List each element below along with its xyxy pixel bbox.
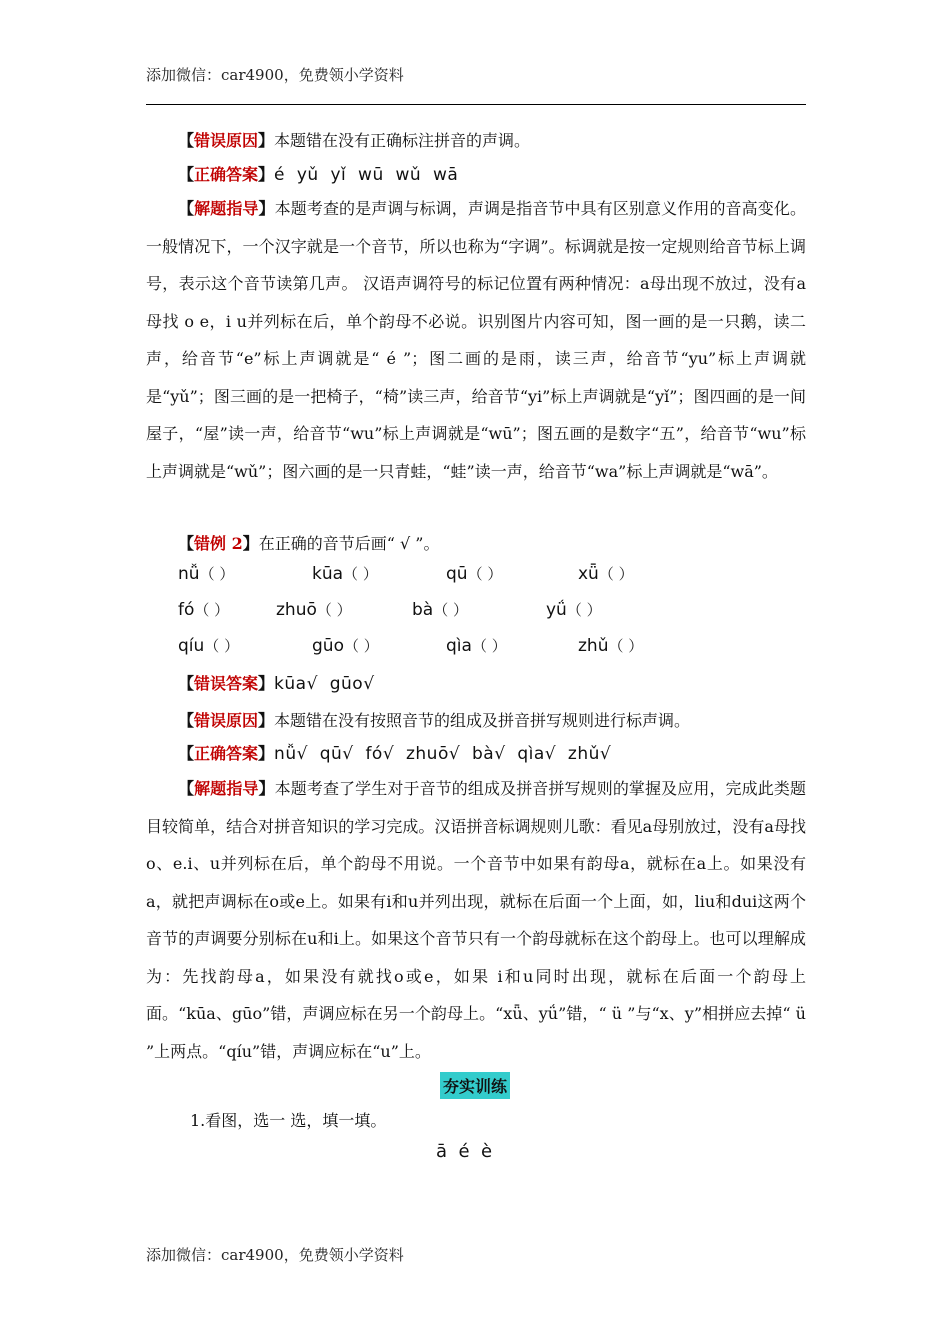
- wrong-answer-line: 【错误答案】kūa√ gūo√: [178, 674, 375, 694]
- reason-text: 本题错在没有正确标注拼音的声调。: [274, 131, 531, 150]
- guide-tag: 解题指导: [194, 199, 259, 218]
- option-row-3: [178, 635, 698, 661]
- answer-tag: 正确答案: [194, 165, 259, 184]
- option-item: bà（ ）: [412, 600, 468, 620]
- answer-pinyin: é yǔ yǐ wū wǔ wā: [274, 165, 459, 185]
- option-item: nǚ（ ）: [178, 564, 235, 584]
- answer-line-1: 【正确答案】é yǔ yǐ wū wǔ wā: [178, 165, 459, 185]
- option-item: xǖ（ ）: [578, 564, 634, 584]
- guide-text: 本题考查了学生对于音节的组成及拼音拼写规则的掌握及应用，完成此类题目较简单，结合对拼音知识的学习完成。汉语拼音标调规则儿歌：看见a母别放过，没有a母找o、e.i、u并列标在后，单个韵母不用说。一个音节中如果有韵母a，就标在a上。如果没有a，就把声调标在o或e上。如果有i和u并列出现，就标在后面一个上面，如，liu和dui这两个音节的声调要分别标在u和i上。如果这个音节只有一个韵母就标在这个韵母上。也可以理解成为：先找韵母a，如果没有就找o或e，如果 i和u同时出现，就标在后面一个韵母上面。“kūa、gūo”错，声调应标在另一个韵母上。“xǖ、yǘ”错，“ ü ”与“x、y”相拼应去掉“ ü ”上两点。“qíu”错，声调应标在“u”上。: [146, 779, 806, 1061]
- page-footer-text: 添加微信：car4900，免费领小学资料: [146, 1246, 404, 1264]
- option-item: qíu（ ）: [178, 636, 240, 656]
- wrong-answer-tag: 错误答案: [194, 674, 259, 693]
- section-title: 夯实训练: [440, 1072, 510, 1099]
- guide-paragraph-1: 【解题指导】本题考查的是声调与标调，声调是指音节中具有区别意义作用的音高变化。一般情况下，一个汉字就是一个音节，所以也称为“字调”。标调就是按一定规则给音节标上调号，表示这个音节读第几声。 汉语声调符号的标记位置有两种情况：a母出现不放过，没有a母找 o e，i u并列标在后，单个韵母不必说。识别图片内容可知，图一画的是一只鹅，读二声，给音节“e”标上声调就是“ é ”；图二画的是雨，读三声，给音节“yu”标上声调就是“yǔ”；图三画的是一把椅子，“椅”读三声，给音节“yi”标上声调就是“yǐ”；图四画的是一间屋子，“屋”读一声，给音节“wu”标上声调就是“wū”；图五画的是数字“五”，给音节“wu”标上声调就是“wǔ”；图六画的是一只青蛙，“蛙”读一声，给音节“wa”标上声调就是“wā”。: [146, 199, 806, 481]
- example-prompt: 在正确的音节后画“ √ ”。: [258, 534, 440, 553]
- wrong-answer-text: kūa√ gūo√: [274, 674, 375, 694]
- page-header-text: 添加微信：car4900，免费领小学资料: [146, 66, 404, 84]
- tone-options: ā é è: [436, 1141, 493, 1162]
- example-tag: 错例 2: [194, 534, 243, 553]
- question-1: 1.看图，选一 选，填一填。: [190, 1111, 387, 1130]
- answer-line-2: 【正确答案】nǚ√ qū√ fó√ zhuō√ bà√ qìa√ zhǔ√: [178, 744, 612, 764]
- guide-paragraph-2: 【解题指导】本题考查了学生对于音节的组成及拼音拼写规则的掌握及应用，完成此类题目较简单，结合对拼音知识的学习完成。汉语拼音标调规则儿歌：看见a母别放过，没有a母找o、e.i、u并列标在后，单个韵母不用说。一个音节中如果有韵母a，就标在a上。如果没有a，就把声调标在o或e上。如果有i和u并列出现，就标在后面一个上面，如，liu和dui这两个音节的声调要分别标在u和i上。如果这个音节只有一个韵母就标在这个韵母上。也可以理解成为：先找韵母a，如果没有就找o或e，如果 i和u同时出现，就标在后面一个韵母上面。“kūa、gūo”错，声调应标在另一个韵母上。“xǖ、yǘ”错，“ ü ”与“x、y”相拼应去掉“ ü ”上两点。“qíu”错，声调应标在“u”上。: [146, 779, 806, 1061]
- option-item: qū（ ）: [446, 564, 503, 584]
- option-row-1: [178, 563, 698, 589]
- answer-tag: 正确答案: [194, 744, 259, 763]
- option-item: zhuō（ ）: [276, 600, 352, 620]
- reason-text: 本题错在没有按照音节的组成及拼音拼写规则进行标声调。: [274, 711, 691, 730]
- reason-tag: 错误原因: [194, 711, 259, 730]
- example-line: 【错例 2】在正确的音节后画“ √ ”。: [178, 534, 440, 553]
- reason-line-1: 【错误原因】本题错在没有正确标注拼音的声调。: [178, 131, 531, 150]
- option-item: zhǔ（ ）: [578, 636, 644, 656]
- guide-tag: 解题指导: [194, 779, 259, 798]
- option-row-2: [178, 599, 698, 625]
- option-item: qìa（ ）: [446, 636, 507, 656]
- reason-tag: 错误原因: [194, 131, 259, 150]
- option-item: fó（ ）: [178, 600, 230, 620]
- answer-pinyin: nǚ√ qū√ fó√ zhuō√ bà√ qìa√ zhǔ√: [274, 744, 612, 764]
- guide-text: 本题考查的是声调与标调，声调是指音节中具有区别意义作用的音高变化。一般情况下，一个汉字就是一个音节，所以也称为“字调”。标调就是按一定规则给音节标上调号，表示这个音节读第几声。 汉语声调符号的标记位置有两种情况：a母出现不放过，没有a母找 o e，i u并列标在后，单个韵母不必说。识别图片内容可知，图一画的是一只鹅，读二声，给音节“e”标上声调就是“ é ”；图二画的是雨，读三声，给音节“yu”标上声调就是“yǔ”；图三画的是一把椅子，“椅”读三声，给音节“yi”标上声调就是“yǐ”；图四画的是一间屋子，“屋”读一声，给音节“wu”标上声调就是“wū”；图五画的是数字“五”，给音节“wu”标上声调就是“wǔ”；图六画的是一只青蛙，“蛙”读一声，给音节“wa”标上声调就是“wā”。: [146, 199, 806, 481]
- option-item: gūo（ ）: [312, 636, 379, 656]
- option-item: yǘ（ ）: [546, 600, 602, 620]
- option-item: kūa（ ）: [312, 564, 378, 584]
- reason-line-2: 【错误原因】本题错在没有按照音节的组成及拼音拼写规则进行标声调。: [178, 711, 691, 730]
- header-divider: [146, 104, 806, 105]
